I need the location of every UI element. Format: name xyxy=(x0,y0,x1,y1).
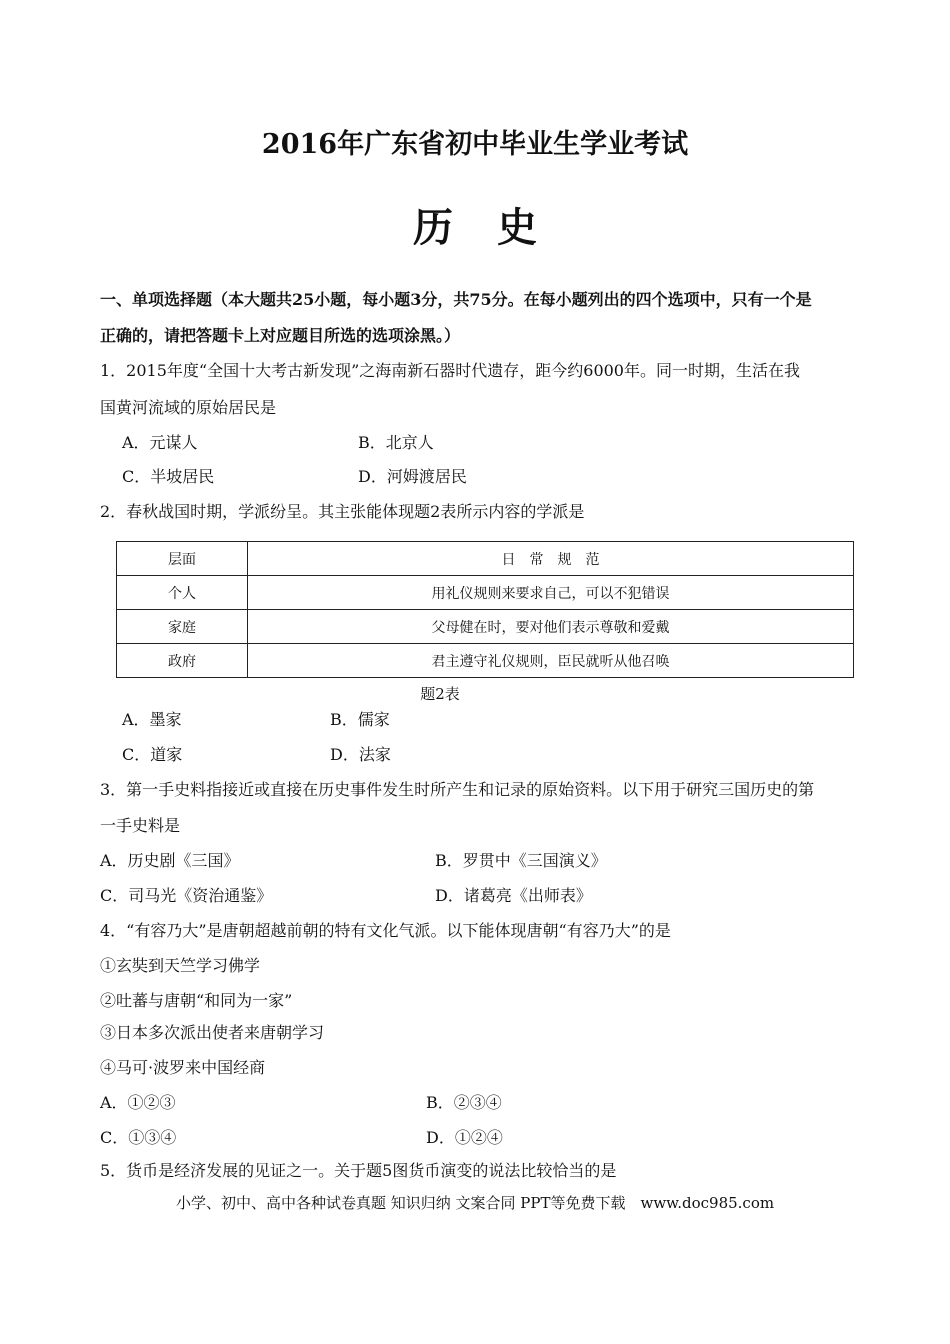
table-cell: 用礼仪规则来要求自己，可以不犯错误 xyxy=(248,576,854,610)
q1-stem-line1: 1．2015年度“全国十大考古新发现”之海南新石器时代遗存，距今约6000年。同一时期，生活在我 xyxy=(100,361,800,380)
q2-option-c: C．道家 xyxy=(122,745,183,764)
table-cell: 君主遵守礼仪规则，臣民就听从他召唤 xyxy=(248,644,854,678)
table-row xyxy=(117,576,854,610)
q4-stem: 4．“有容乃大”是唐朝超越前朝的特有文化气派。以下能体现唐朝“有容乃大”的是 xyxy=(100,921,671,940)
q4-item-4: ④马可·波罗来中国经商 xyxy=(100,1058,266,1077)
q1-stem-line2: 国黄河流域的原始居民是 xyxy=(100,398,277,417)
subject-title: 历史 xyxy=(413,204,581,251)
q2-table xyxy=(116,541,854,678)
section1-instructions-line1: 一、单项选择题（本大题共25小题，每小题3分，共75分。在每小题列出的四个选项中，只有一个是 xyxy=(100,290,812,309)
q1-option-b: B．北京人 xyxy=(358,433,434,452)
q2-stem: 2．春秋战国时期，学派纷呈。其主张能体现题2表所示内容的学派是 xyxy=(100,502,585,521)
q4-item-1: ①玄奘到天竺学习佛学 xyxy=(100,956,261,975)
q4-option-b: B．②③④ xyxy=(426,1093,502,1112)
q2-option-d: D．法家 xyxy=(330,745,391,764)
q3-stem-line2: 一手史料是 xyxy=(100,816,181,835)
q1-option-a: A．元谋人 xyxy=(122,433,198,452)
table-row xyxy=(117,644,854,678)
table-cell: 个人 xyxy=(117,576,248,610)
q2-table-caption: 题2表 xyxy=(420,685,460,703)
q4-option-c: C．①③④ xyxy=(100,1128,177,1147)
q5-stem: 5．货币是经济发展的见证之一。关于题5图货币演变的说法比较恰当的是 xyxy=(100,1161,617,1180)
exam-title: 2016年广东省初中毕业生学业考试 xyxy=(261,129,689,160)
table-header-cell: 日 常 规 范 xyxy=(248,542,854,576)
q2-option-b: B．儒家 xyxy=(330,710,390,729)
q1-option-d: D．河姆渡居民 xyxy=(358,467,467,486)
page-footer: 小学、初中、高中各种试卷真题 知识归纳 文案合同 PPT等免费下载 www.doc985.com xyxy=(176,1194,775,1212)
q3-stem-line1: 3．第一手史料指接近或直接在历史事件发生时所产生和记录的原始资料。以下用于研究三国历史的第 xyxy=(100,780,815,799)
q4-option-d: D．①②④ xyxy=(426,1128,503,1147)
table-row xyxy=(117,610,854,644)
q4-item-3: ③日本多次派出使者来唐朝学习 xyxy=(100,1023,325,1042)
table-header-cell: 层面 xyxy=(117,542,248,576)
table-cell: 政府 xyxy=(117,644,248,678)
q3-option-c: C．司马光《资治通鉴》 xyxy=(100,886,273,905)
q4-option-a: A．①②③ xyxy=(100,1093,176,1112)
table-cell: 父母健在时，要对他们表示尊敬和爱戴 xyxy=(248,610,854,644)
q3-option-b: B．罗贯中《三国演义》 xyxy=(435,851,607,870)
q4-item-2: ②吐蕃与唐朝“和同为一家” xyxy=(100,991,293,1010)
section1-instructions-line2: 正确的，请把答题卡上对应题目所选的选项涂黑。） xyxy=(100,326,461,345)
q3-option-d: D．诸葛亮《出师表》 xyxy=(435,886,592,905)
table-header-row xyxy=(117,542,854,576)
q1-option-c: C．半坡居民 xyxy=(122,467,215,486)
q3-option-a: A．历史剧《三国》 xyxy=(100,851,240,870)
table-cell: 家庭 xyxy=(117,610,248,644)
q2-option-a: A．墨家 xyxy=(122,710,182,729)
